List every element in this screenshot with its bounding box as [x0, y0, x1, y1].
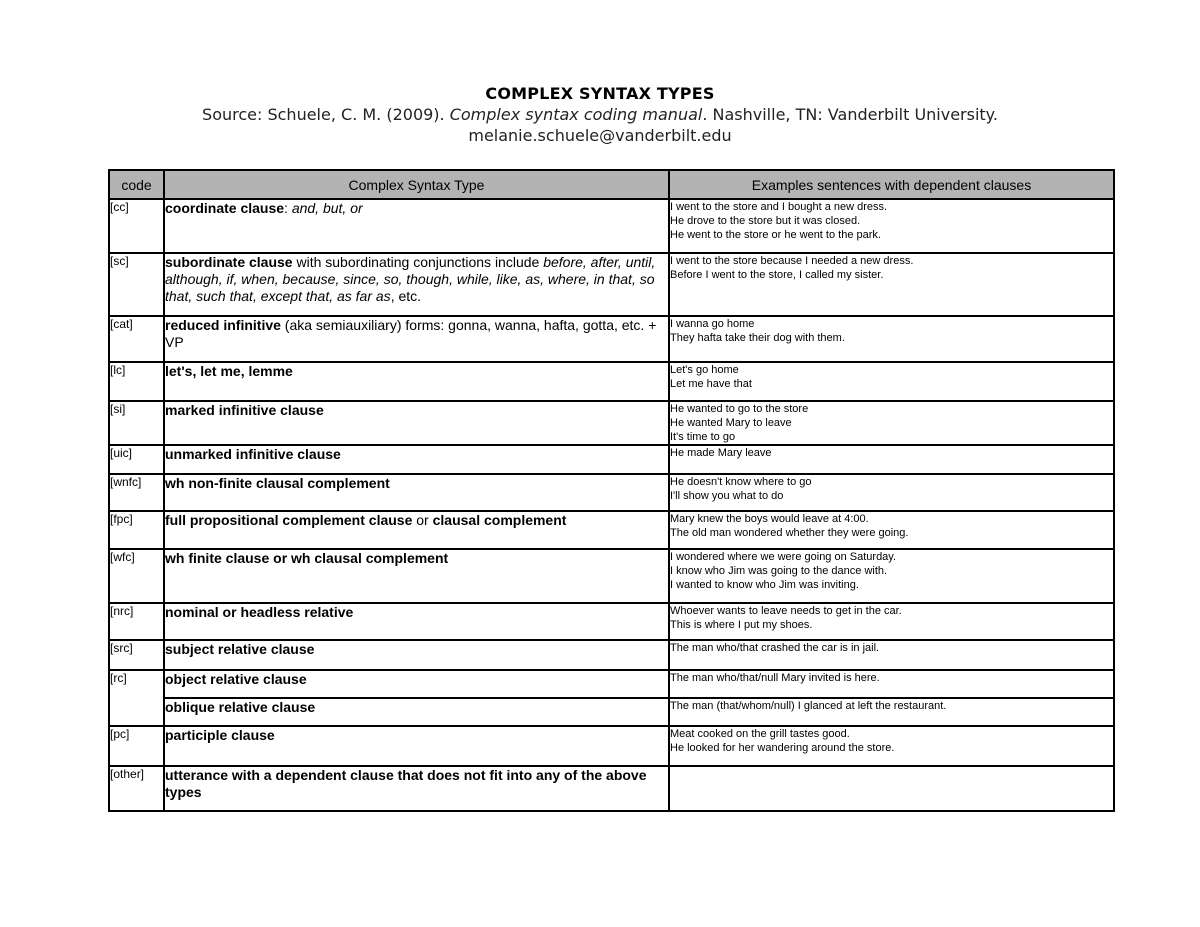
example-sentence: He made Mary leave	[670, 447, 772, 459]
example-sentence: This is where I put my shoes.	[670, 619, 813, 631]
type-name: let's, let me, lemme	[165, 363, 293, 379]
type-cell	[164, 511, 669, 549]
type-cell	[164, 766, 669, 811]
type-name: reduced infinitive	[165, 317, 281, 333]
table-row	[109, 640, 1114, 670]
code-cell: [wfc]	[109, 549, 164, 603]
type-detail: with subordinating conjunctions include	[292, 254, 544, 270]
table-row	[109, 766, 1114, 811]
header-type: Complex Syntax Type	[164, 170, 669, 199]
example-sentence: I went to the store because I needed a new dress.	[670, 255, 914, 267]
table-row	[109, 362, 1114, 401]
examples-cell	[669, 698, 1114, 726]
example-sentence: Whoever wants to leave needs to get in the car.	[670, 605, 902, 617]
example-sentence: He wanted to go to the store	[670, 403, 809, 415]
code-cell: [si]	[109, 401, 164, 445]
type-name: full propositional complement clause	[165, 512, 413, 528]
table-row	[109, 549, 1114, 603]
code-cell: [rc]	[109, 670, 164, 726]
type-name: utterance with a dependent clause that does not fit into any of the above types	[165, 767, 647, 800]
example-sentence: I'll show you what to do	[670, 490, 784, 502]
code-cell: [cc]	[109, 199, 164, 253]
code-cell: [wnfc]	[109, 474, 164, 511]
type-cell	[164, 316, 669, 362]
example-sentence: I wanna go home	[670, 318, 755, 330]
example-sentence: I went to the store and I bought a new dress.	[670, 201, 888, 213]
source-suffix: . Nashville, TN: Vanderbilt University.	[702, 105, 998, 124]
type-cell	[164, 445, 669, 474]
example-sentence: Let's go home	[670, 364, 739, 376]
type-cell	[164, 670, 669, 698]
example-sentence: Mary knew the boys would leave at 4:00.	[670, 513, 869, 525]
examples-cell	[669, 474, 1114, 511]
table-row	[109, 253, 1114, 316]
syntax-types-table	[108, 169, 1115, 812]
examples-cell	[669, 401, 1114, 445]
examples-cell	[669, 199, 1114, 253]
type-name: clausal complement	[432, 512, 567, 528]
header-code: code	[109, 170, 164, 199]
type-cell	[164, 698, 669, 726]
example-sentence: It's time to go	[670, 431, 736, 443]
document-heading	[0, 84, 1200, 146]
code-cell: [src]	[109, 640, 164, 670]
example-sentence: Before I went to the store, I called my sister.	[670, 269, 884, 281]
example-sentence: The man (that/whom/null) I glanced at left the restaurant.	[670, 700, 947, 712]
example-sentence: The old man wondered whether they were going.	[670, 527, 909, 539]
table-row	[109, 401, 1114, 445]
type-cell	[164, 549, 669, 603]
type-name: nominal or headless relative	[165, 604, 354, 620]
type-detail: , etc.	[390, 288, 422, 304]
table-row	[109, 445, 1114, 474]
examples-cell	[669, 511, 1114, 549]
type-detail: or	[412, 512, 433, 528]
type-name: unmarked infinitive clause	[165, 446, 341, 462]
table-row	[109, 474, 1114, 511]
examples-cell	[669, 362, 1114, 401]
type-cell	[164, 474, 669, 511]
type-cell	[164, 362, 669, 401]
table-row	[109, 199, 1114, 253]
table-row	[109, 726, 1114, 766]
example-sentence: Let me have that	[670, 378, 752, 390]
type-detail: and, but, or	[291, 200, 363, 216]
code-cell: [pc]	[109, 726, 164, 766]
type-cell	[164, 253, 669, 316]
source-citation	[0, 104, 1200, 125]
code-cell: [lc]	[109, 362, 164, 401]
type-cell	[164, 726, 669, 766]
example-sentence: He drove to the store but it was closed.	[670, 215, 861, 227]
author-email: melanie.schuele@vanderbilt.edu	[468, 126, 732, 145]
type-detail: :	[284, 200, 292, 216]
examples-cell	[669, 766, 1114, 811]
type-cell	[164, 401, 669, 445]
type-name: subject relative clause	[165, 641, 315, 657]
code-cell: [other]	[109, 766, 164, 811]
table-body	[109, 199, 1114, 811]
page-title: COMPLEX SYNTAX TYPES	[485, 84, 715, 103]
type-name: marked infinitive clause	[165, 402, 324, 418]
table-header-row	[109, 170, 1114, 199]
type-cell	[164, 199, 669, 253]
table-row	[109, 511, 1114, 549]
code-cell: [cat]	[109, 316, 164, 362]
examples-cell	[669, 670, 1114, 698]
header-examples: Examples sentences with dependent clauses	[669, 170, 1114, 199]
example-sentence: He wanted Mary to leave	[670, 417, 792, 429]
examples-cell	[669, 549, 1114, 603]
table-row	[109, 698, 1114, 726]
example-sentence: He went to the store or he went to the park.	[670, 229, 881, 241]
type-cell	[164, 603, 669, 640]
type-name: object relative clause	[165, 671, 307, 687]
examples-cell	[669, 253, 1114, 316]
type-cell	[164, 640, 669, 670]
source-title: Complex syntax coding manual	[449, 105, 703, 124]
example-sentence: He doesn't know where to go	[670, 476, 812, 488]
code-cell: [nrc]	[109, 603, 164, 640]
example-sentence: I wondered where we were going on Saturday.	[670, 551, 897, 563]
examples-cell	[669, 316, 1114, 362]
example-sentence: Meat cooked on the grill tastes good.	[670, 728, 850, 740]
source-prefix: Source: Schuele, C. M. (2009).	[202, 105, 450, 124]
table-row	[109, 316, 1114, 362]
example-sentence: I know who Jim was going to the dance with.	[670, 565, 888, 577]
type-name: participle clause	[165, 727, 275, 743]
type-name: coordinate clause	[165, 200, 285, 216]
type-name: wh non-finite clausal complement	[165, 475, 390, 491]
code-cell: [uic]	[109, 445, 164, 474]
example-sentence: The man who/that crashed the car is in jail.	[670, 642, 880, 654]
example-sentence: I wanted to know who Jim was inviting.	[670, 579, 859, 591]
example-sentence: They hafta take their dog with them.	[670, 332, 845, 344]
code-cell: [fpc]	[109, 511, 164, 549]
examples-cell	[669, 726, 1114, 766]
table-row	[109, 603, 1114, 640]
type-name: wh finite clause or wh clausal complement	[165, 550, 449, 566]
examples-cell	[669, 445, 1114, 474]
type-detail: before, after, until, although, if, when, because, since, so, though, while, like, as, where, in that, so that, such that, except that, as far as	[165, 254, 656, 304]
example-sentence: He looked for her wandering around the store.	[670, 742, 895, 754]
type-detail: (aka semiauxiliary) forms: gonna, wanna, hafta, gotta, etc. + VP	[165, 317, 657, 350]
type-name: subordinate clause	[165, 254, 293, 270]
examples-cell	[669, 603, 1114, 640]
examples-cell	[669, 640, 1114, 670]
type-name: oblique relative clause	[165, 699, 316, 715]
table-row	[109, 670, 1114, 698]
example-sentence: The man who/that/null Mary invited is here.	[670, 672, 880, 684]
code-cell: [sc]	[109, 253, 164, 316]
